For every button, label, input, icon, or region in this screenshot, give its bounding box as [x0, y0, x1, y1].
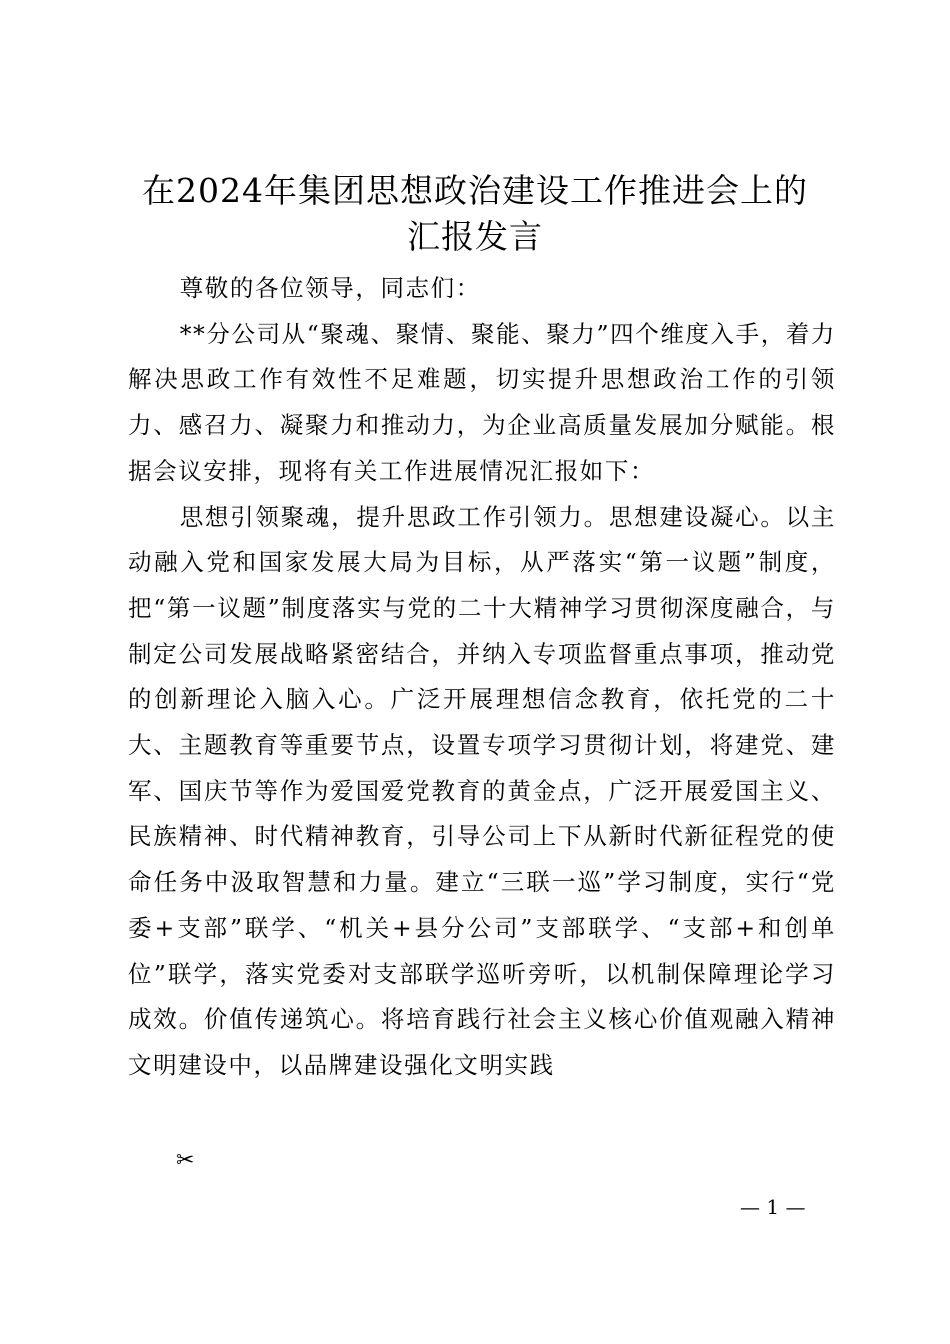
paragraph-thought-leadership: 思想引领聚魂，提升思政工作引领力。思想建设凝心。以主动融入党和国家发展大局为目标，从严落实“第一议题”制度，把“第一议题”制度落实与党的二十大精神学习贯彻深度融合，与制定公司发展战略紧密结合，并纳入专项监督重点事项，推动党的创新理论入脑入心。广泛开展理想信念教育，依托党的二十大、主题教育等重要节点，设置专项学习贯彻计划，将建党、建军、国庆节等作为爱国爱党教育的黄金点，广泛开展爱国主义、民族精神、时代精神教育，引导公司上下从新时代新征程党的使命任务中汲取智慧和力量。建立“三联一巡”学习制度，实行“党委+支部”联学、“机关+县分公司”支部联学、“支部+和创单位”联学，落实党委对支部联学巡听旁听，以机制保障理论学习成效。价值传递筑心。将培育践行社会主义核心价值观融入精神文明建设中，以品牌建设强化文明实践 — [128, 502, 836, 1079]
page-number: — 1 — — [740, 1195, 806, 1219]
document-body — [128, 266, 836, 1089]
scissors-icon: ✂ — [176, 1148, 195, 1173]
paragraph-intro: **分公司从“聚魂、聚情、聚能、聚力”四个维度入手，着力解决思政工作有效性不足难题，切实提升思想政治工作的引领力、感召力、凝聚力和推动力，为企业高质量发展加分赋能。根据会议安排，现将有关工作进展情况汇报如下： — [128, 319, 837, 485]
salutation: 尊敬的各位领导，同志们： — [179, 274, 481, 302]
document-title — [120, 168, 830, 260]
title-line-2: 汇报发言 — [407, 217, 543, 256]
title-line-1: 在2024年集团思想政治建设工作推进会上的 — [142, 171, 808, 210]
